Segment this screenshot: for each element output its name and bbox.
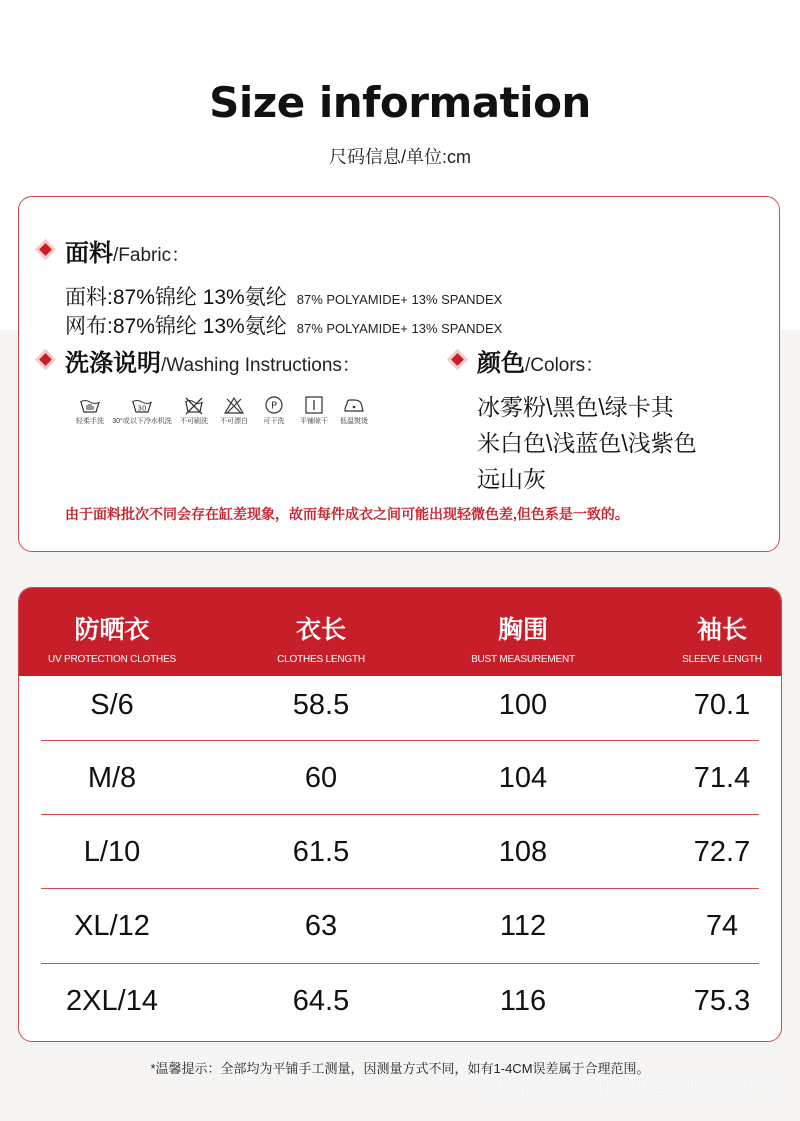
sleeve-cell: 70.1 xyxy=(693,689,751,721)
shop-watermark: shop838332un24729.1688.com xyxy=(488,1076,770,1098)
table-row xyxy=(41,740,759,815)
column-header-cn: 防晒衣 xyxy=(74,615,150,644)
color-difference-note: 由于面料批次不同会存在缸差现象，故而每件成衣之间可能出现轻微色差,但色系是一致的。 xyxy=(65,506,629,522)
info-card xyxy=(18,196,780,552)
length-cell: 64.5 xyxy=(292,985,350,1017)
mesh-line-en: 87% POLYAMIDE+ 13% SPANDEX xyxy=(296,321,503,336)
column-header-en: UV PROTECTION CLOTHES xyxy=(47,654,177,665)
dry-clean-p-icon xyxy=(263,395,285,415)
colors-diamond-icon xyxy=(451,353,464,366)
colors-line: 冰雾粉\黑色\绿卡其 xyxy=(477,394,674,420)
size-cell: XL/12 xyxy=(74,910,150,942)
wash-item xyxy=(113,395,171,426)
sleeve-cell: 75.3 xyxy=(693,985,751,1017)
column-header-cn: 袖长 xyxy=(696,615,747,644)
wash-item xyxy=(217,395,251,426)
length-cell: 60 xyxy=(304,762,338,794)
fabric-line xyxy=(65,281,502,311)
fabric-label-en: /Fabric： xyxy=(113,245,191,266)
size-cell: 2XL/14 xyxy=(66,985,158,1017)
wash-caption: 可干洗 xyxy=(263,418,285,425)
size-table xyxy=(18,587,782,1042)
wash-caption: 平铺晾干 xyxy=(300,418,328,425)
bust-cell: 100 xyxy=(498,689,548,721)
washing-label-cn: 洗涤说明 xyxy=(65,349,161,377)
length-cell: 63 xyxy=(304,910,338,942)
washing-icons xyxy=(73,395,371,426)
no-bleach-icon xyxy=(183,395,205,415)
column-header-style xyxy=(18,588,212,676)
mesh-line xyxy=(65,310,502,340)
wash-item xyxy=(73,395,107,426)
wash-caption: 不可漂白 xyxy=(220,418,248,425)
colors-label-en: /Colors： xyxy=(525,355,605,376)
wash-item xyxy=(177,395,211,426)
column-header-sleeve xyxy=(622,588,782,676)
bust-cell: 108 xyxy=(498,836,548,868)
mesh-line-cn: 网布:87%锦纶 13%氨纶 xyxy=(65,315,287,338)
column-header-bust xyxy=(423,588,623,676)
washing-label-en: /Washing Instructions： xyxy=(161,355,361,376)
wash-item xyxy=(337,395,371,426)
fabric-heading xyxy=(65,233,190,268)
measurement-tip: *温馨提示：全部均为平铺手工测量，因测量方式不同，如有1-4CM误差属于合理范围。 xyxy=(150,1061,650,1076)
column-header-length xyxy=(221,588,421,676)
colors-label-cn: 颜色 xyxy=(477,349,525,377)
size-cell: S/6 xyxy=(90,689,134,721)
sleeve-cell: 72.7 xyxy=(693,836,751,868)
fabric-line-en: 87% POLYAMIDE+ 13% SPANDEX xyxy=(296,292,503,307)
column-header-cn: 衣长 xyxy=(295,615,346,644)
svg-text:P: P xyxy=(270,400,278,412)
fabric-line-cn: 面料:87%锦纶 13%氨纶 xyxy=(65,286,287,309)
hand-wash-icon xyxy=(79,395,101,415)
wash-30-icon xyxy=(131,395,153,415)
washing-diamond-icon xyxy=(39,353,52,366)
length-cell: 58.5 xyxy=(292,689,350,721)
washing-heading xyxy=(65,343,361,378)
page-subtitle: 尺码信息/单位:cm xyxy=(329,147,471,167)
low-iron-icon xyxy=(343,395,365,415)
sleeve-cell: 74 xyxy=(705,910,739,942)
svg-text:30: 30 xyxy=(137,404,147,413)
fabric-label-cn: 面料 xyxy=(65,239,113,267)
wash-caption: 30°或以下冷水机洗 xyxy=(112,418,172,425)
page-title: Size information xyxy=(209,78,591,127)
table-row xyxy=(41,963,759,1038)
bust-cell: 116 xyxy=(499,985,547,1017)
sleeve-cell: 71.4 xyxy=(693,762,751,794)
bust-cell: 104 xyxy=(498,762,548,794)
wash-item xyxy=(297,395,331,426)
wash-caption: 轻柔手洗 xyxy=(76,418,104,425)
colors-line: 远山灰 xyxy=(477,466,546,492)
no-chlorine-icon xyxy=(223,395,245,415)
table-row xyxy=(41,888,759,963)
size-cell: L/10 xyxy=(83,836,141,868)
column-header-en: CLOTHES LENGTH xyxy=(277,654,365,665)
table-row xyxy=(41,668,759,742)
size-cell: M/8 xyxy=(87,762,137,794)
length-cell: 61.5 xyxy=(292,836,350,868)
colors-heading xyxy=(477,343,604,378)
wash-caption: 低温熨烫 xyxy=(340,418,368,425)
wash-item xyxy=(257,395,291,426)
table-row xyxy=(41,814,759,889)
flat-dry-icon xyxy=(303,395,325,415)
column-header-cn: 胸围 xyxy=(497,615,548,644)
wash-caption: 不可刷洗 xyxy=(180,418,208,425)
table-header xyxy=(19,588,781,676)
column-header-en: SLEEVE LENGTH xyxy=(682,654,762,665)
bust-cell: 112 xyxy=(499,910,547,942)
fabric-diamond-icon xyxy=(39,243,52,256)
colors-line: 米白色\浅蓝色\浅紫色 xyxy=(477,430,697,456)
column-header-en: BUST MEASUREMENT xyxy=(471,654,575,665)
